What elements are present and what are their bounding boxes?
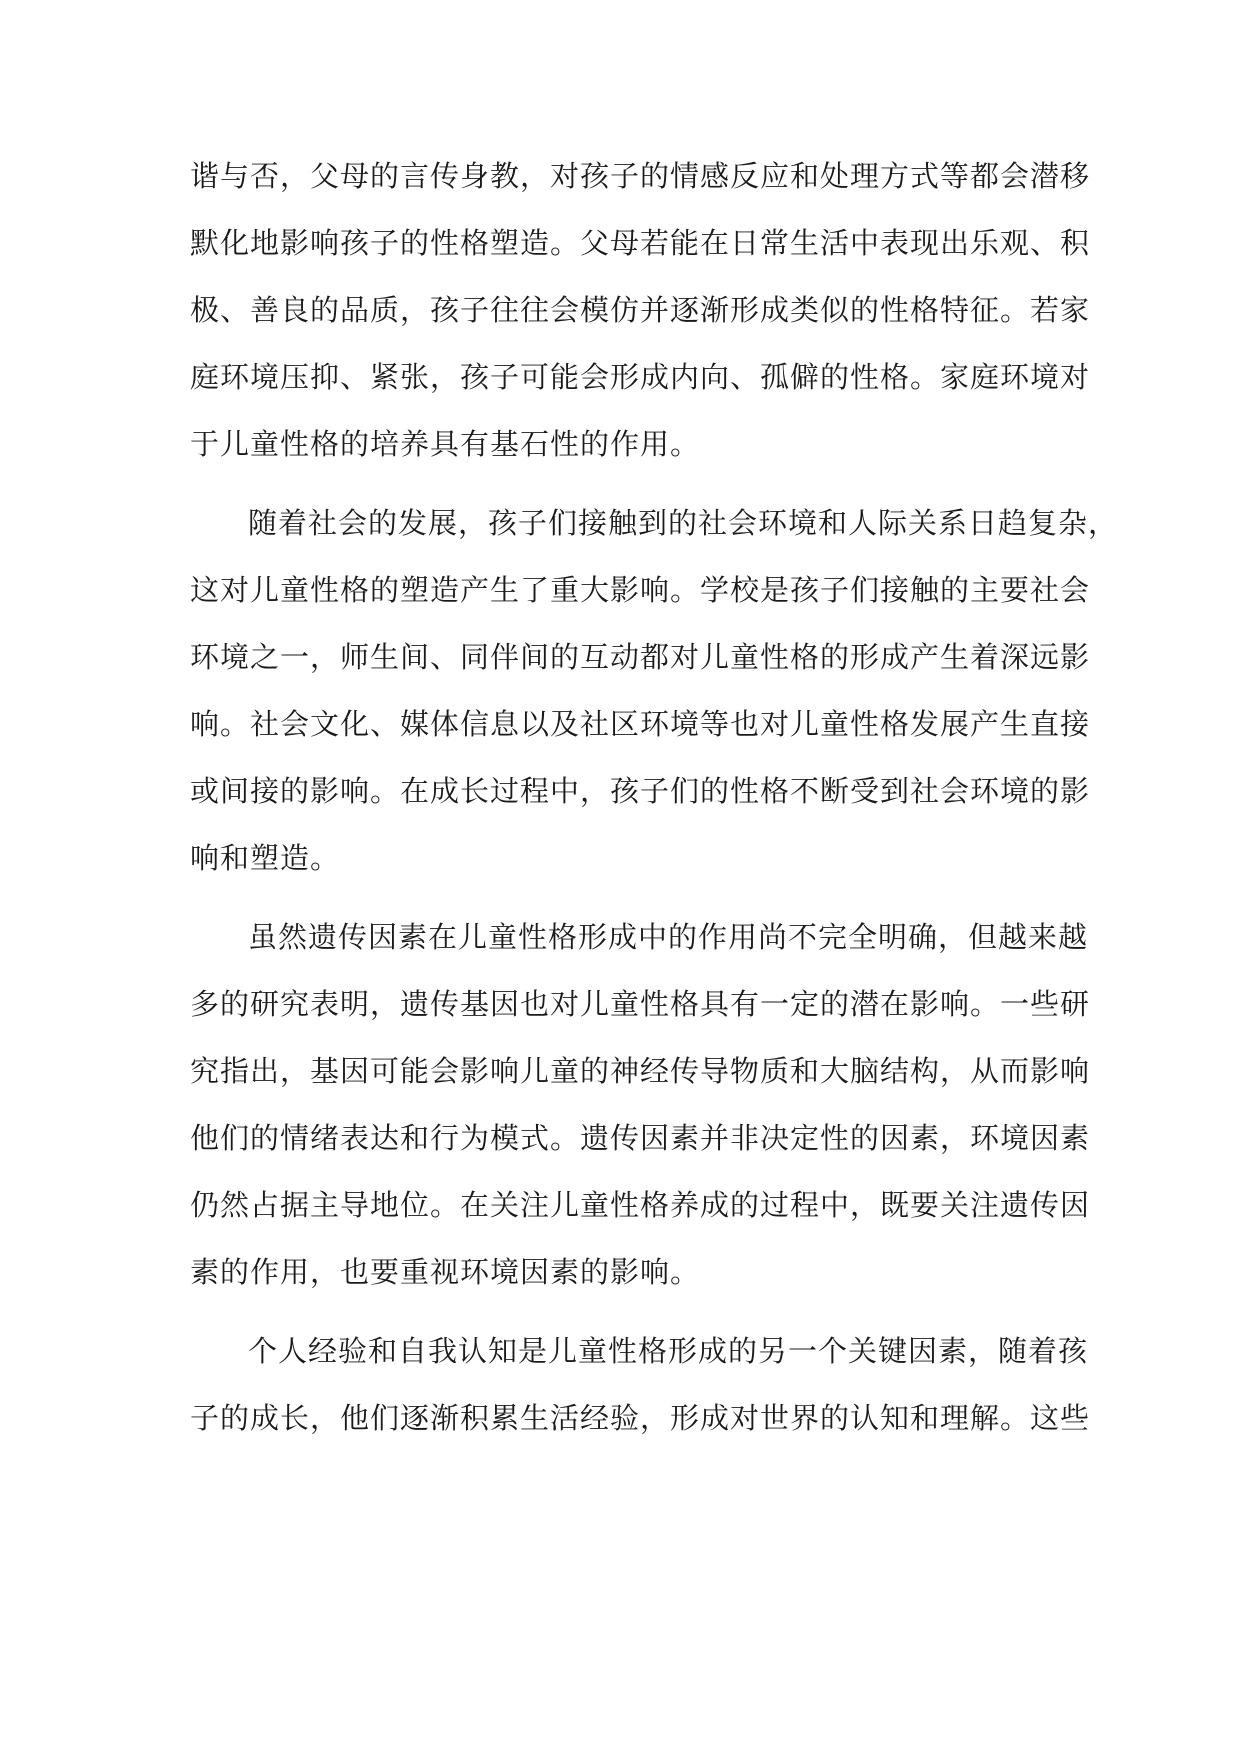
paragraph-line: 他们的情绪表达和行为模式。遗传因素并非决定性的因素，环境因素 (190, 1121, 1091, 1155)
paragraph-line: 虽然遗传因素在儿童性格形成中的作用尚不完全明确，但越来越 (248, 920, 1089, 954)
paragraph-4 (190, 1318, 1091, 1452)
paragraph-line: 这对儿童性格的塑造产生了重大影响。学校是孩子们接触的主要社会 (190, 573, 1091, 607)
paragraph-line: 响。社会文化、媒体信息以及社区环境等也对儿童性格发展产生直接 (190, 707, 1091, 741)
paragraph-line: 子的成长，他们逐渐积累生活经验，形成对世界的认知和理解。这些 (190, 1401, 1091, 1435)
paragraph-spacer (190, 1306, 1050, 1318)
paragraph-line: 极、善良的品质，孩子往往会模仿并逐渐形成类似的性格特征。若家 (190, 293, 1091, 327)
paragraph-line: 究指出，基因可能会影响儿童的神经传导物质和大脑结构，从而影响 (190, 1054, 1091, 1088)
paragraph-3 (190, 904, 1091, 1306)
paragraph-spacer (190, 478, 1050, 490)
paragraph-line: 谐与否，父母的言传身教，对孩子的情感反应和处理方式等都会潜移 (190, 159, 1091, 193)
paragraph-line: 默化地影响孩子的性格塑造。父母若能在日常生活中表现出乐观、积 (190, 226, 1091, 260)
paragraph-line: 仍然占据主导地位。在关注儿童性格养成的过程中，既要关注遗传因 (190, 1188, 1091, 1222)
paragraph-line: 多的研究表明，遗传基因也对儿童性格具有一定的潜在影响。一些研 (190, 987, 1091, 1021)
paragraph-2 (190, 490, 1119, 892)
paragraph-line: 响和塑造。 (190, 841, 341, 875)
document-body (190, 143, 1119, 1452)
paragraph-line: 环境之一，师生间、同伴间的互动都对儿童性格的形成产生着深远影 (190, 640, 1091, 674)
paragraph-line: 庭环境压抑、紧张，孩子可能会形成内向、孤僻的性格。家庭环境对 (190, 360, 1091, 394)
paragraph-spacer (190, 892, 1050, 904)
paragraph-line: 个人经验和自我认知是儿童性格形成的另一个关键因素，随着孩 (248, 1334, 1089, 1368)
paragraph-line: 或间接的影响。在成长过程中，孩子们的性格不断受到社会环境的影 (190, 774, 1091, 808)
paragraph-line: 于儿童性格的培养具有基石性的作用。 (190, 427, 701, 461)
paragraph-1 (190, 143, 1091, 478)
paragraph-line: 素的作用，也要重视环境因素的影响。 (190, 1255, 701, 1289)
paragraph-line: 随着社会的发展，孩子们接触到的社会环境和人际关系日趋复杂， (248, 506, 1119, 540)
